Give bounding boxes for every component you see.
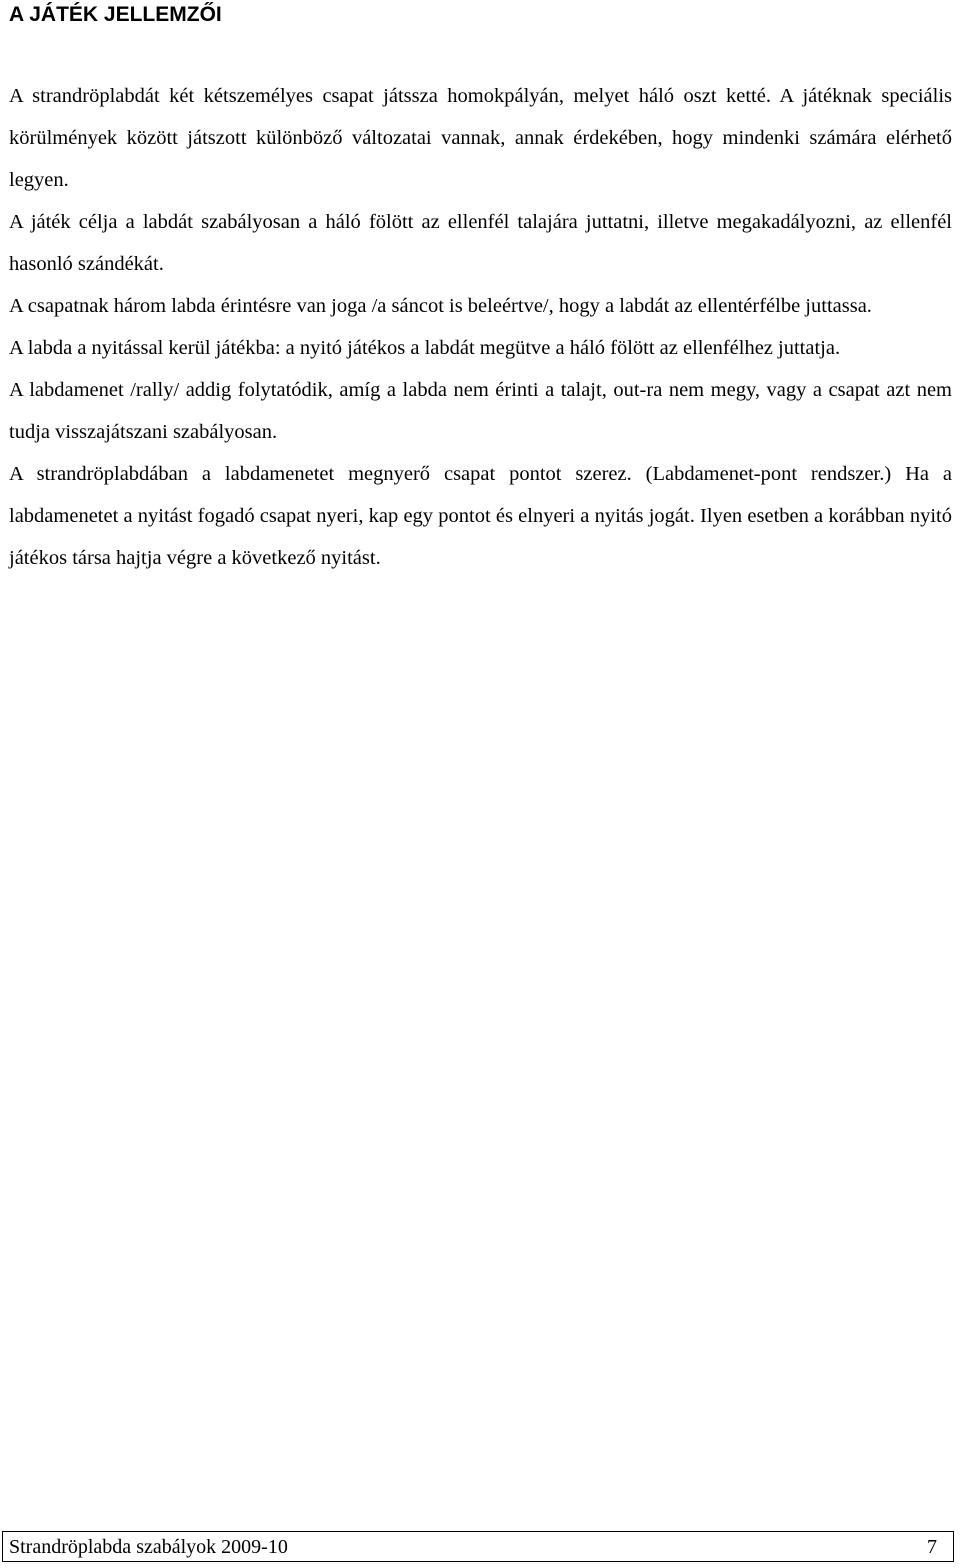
footer-page-number: 7 xyxy=(927,1536,937,1558)
paragraph-three-touches: A csapatnak három labda érintésre van joga /a sáncot is beleértve/, hogy a labdát az ellentérfélbe juttassa. xyxy=(9,295,872,317)
paragraph-rally-point-system: A strandröplabdában a labdamenetet megnyerő csapat pontot szerez. (Labdamenet-pont rendszer.) Ha a labdamenetet a nyitást fogadó csapat nyeri, kap egy pontot és elnyeri a nyitás jogát. Ilyen esetben a korábban nyitó játékos társa hajtja végre a következő nyitást. xyxy=(9,463,952,569)
page-footer xyxy=(2,1531,954,1562)
paragraph-rally: A labdamenet /rally/ addig folytatódik, amíg a labda nem érinti a talajt, out-ra nem megy, vagy a csapat azt nem tudja visszajátszani szabályosan. xyxy=(9,379,952,443)
paragraph-game-overview: A strandröplabdát két kétszemélyes csapat játssza homokpályán, melyet háló oszt ketté. A játéknak speciális körülmények között játszott különböző változatai vannak, annak érdekében, hogy mindenki számára elérhető legyen. xyxy=(9,85,952,191)
body-text xyxy=(9,75,952,579)
paragraph-service: A labda a nyitással kerül játékba: a nyitó játékos a labdát megütve a háló fölött az ellenfélhez juttatja. xyxy=(9,337,841,359)
section-heading: A JÁTÉK JELLEMZŐI xyxy=(9,3,222,26)
footer-document-title: Strandröplabda szabályok 2009-10 xyxy=(9,1536,288,1558)
paragraph-game-objective: A játék célja a labdát szabályosan a háló fölött az ellenfél talajára juttatni, illetve megakadályozni, az ellenfél hasonló szándékát. xyxy=(9,211,952,275)
